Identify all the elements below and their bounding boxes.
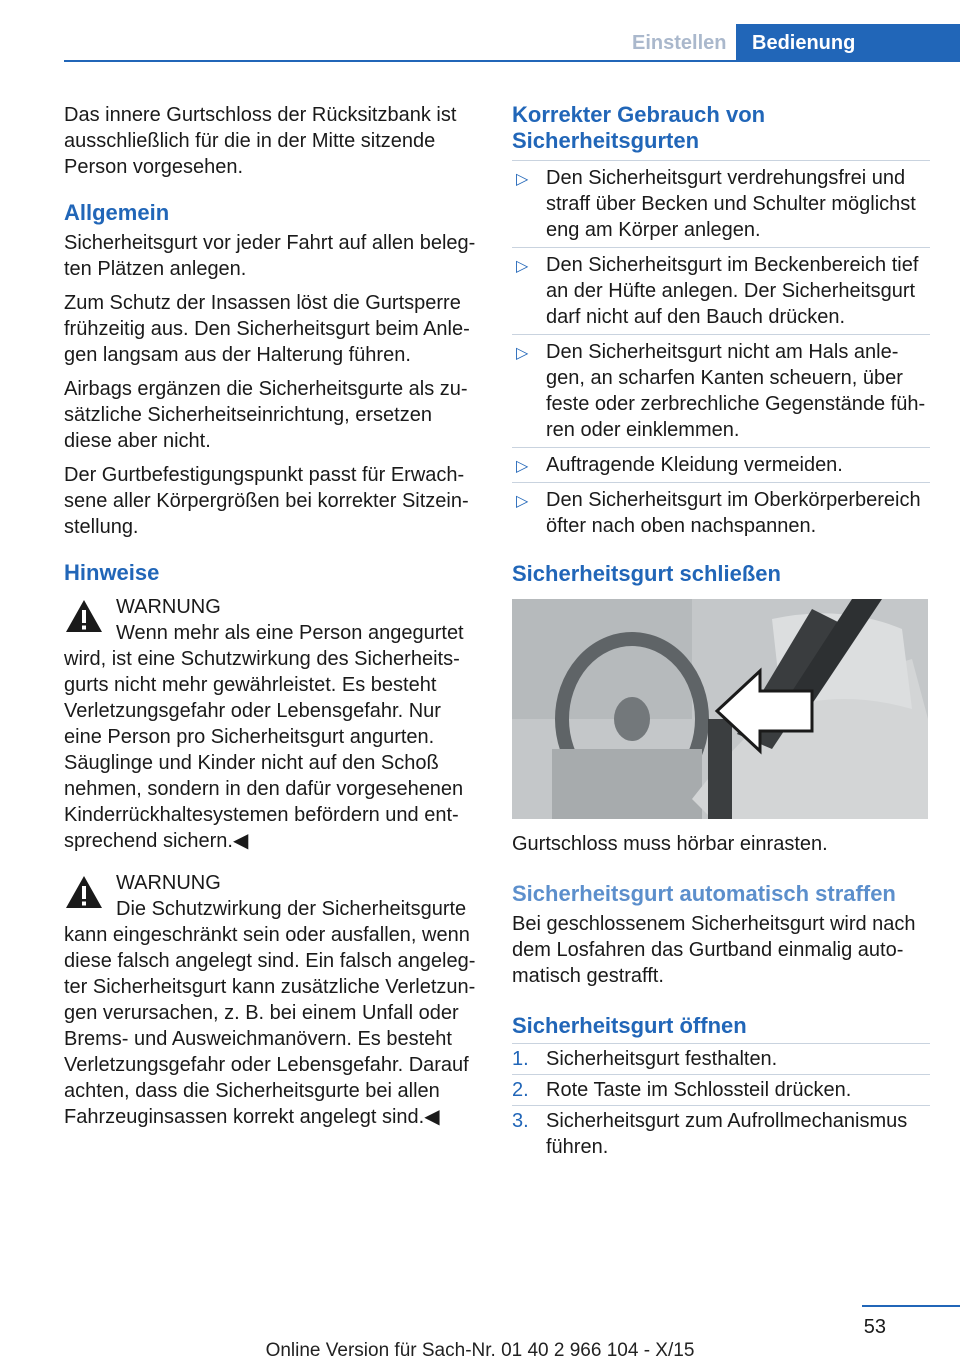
warning-icon bbox=[64, 598, 104, 634]
tab-bedienung[interactable]: Bedienung bbox=[736, 24, 960, 62]
online-version-footer: Online Version für Sach-Nr. 01 40 2 966 104 - X/15 bbox=[265, 1340, 695, 1361]
triangle-bullet-icon: ▷ bbox=[516, 345, 529, 362]
list-item: ▷ Den Sicherheitsgurt verdrehungsfrei und straff über Becken und Schulter möglichst eng am Körper anlegen. bbox=[512, 160, 930, 247]
warning-first-line: Die Schutzwirkung der Sicherheitsgurte bbox=[116, 898, 467, 920]
warning-title: WARNUNG bbox=[116, 872, 221, 894]
triangle-bullet-icon: ▷ bbox=[516, 258, 529, 275]
triangle-bullet-icon: ▷ bbox=[516, 458, 529, 475]
list-item: ▷ Auftragende Kleidung vermeiden. bbox=[512, 447, 930, 482]
straffen-paragraph: Bei geschlossenem Sicherheitsgurt wird nach dem Losfahren das Gurtband einmalig automatisch gestrafft. bbox=[512, 913, 916, 987]
tab-einstellen[interactable]: Einstellen bbox=[632, 32, 727, 54]
right-column bbox=[512, 102, 930, 1162]
open-steps-list bbox=[512, 1043, 930, 1162]
intro-paragraph: Das innere Gurtschloss der Rücksitzbank ist ausschließlich für die in der Mitte sitzende Person vorgesehen. bbox=[64, 104, 457, 178]
warning-block-2 bbox=[64, 870, 478, 1130]
heading-allgemein: Allgemein bbox=[64, 200, 170, 225]
warning-icon bbox=[64, 874, 104, 910]
triangle-bullet-icon: ▷ bbox=[516, 493, 529, 510]
page-number: 53 bbox=[863, 1316, 886, 1338]
photo-caption: Gurtschloss muss hörbar einrasten. bbox=[512, 833, 828, 855]
seatbelt-buckle-photo bbox=[512, 599, 928, 819]
allgemein-paragraph-1: Sicherheitsgurt vor jeder Fahrt auf allen belegten Plätzen anlegen. bbox=[64, 232, 476, 280]
warning-title: WARNUNG bbox=[116, 596, 221, 618]
list-item: 1. Sicherheitsgurt festhalten. bbox=[512, 1043, 930, 1074]
triangle-bullet-icon: ▷ bbox=[516, 171, 529, 188]
page-header bbox=[64, 24, 960, 62]
allgemein-paragraph-3: Airbags ergänzen die Sicherheitsgurte als zusätzliche Sicherheitseinrichtung, ersetzen diese aber nicht. bbox=[64, 378, 468, 452]
list-item: ▷ Den Sicherheitsgurt nicht am Hals anlegen, an scharfen Kanten scheuern, über feste oder zerbrechliche Gegenstände führen oder einklemmen. bbox=[512, 334, 930, 447]
list-item: ▷ Den Sicherheitsgurt im Oberkörperbereich öfter nach oben nachspannen. bbox=[512, 482, 930, 543]
list-item: ▷ Den Sicherheitsgurt im Beckenbereich tief an der Hüfte anlegen. Der Sicherheitsgurt darf nicht auf den Bauch drücken. bbox=[512, 247, 930, 334]
allgemein-paragraph-4: Der Gurtbefestigungspunkt passt für Erwachsene aller Körpergrößen bei korrekter Sitzeinstellung. bbox=[64, 464, 469, 538]
footer-rule bbox=[862, 1305, 960, 1307]
warning-text: kann eingeschränkt sein oder ausfallen, wenn diese falsch angelegt sind. Ein falsch angelegter Sicherheitsgurt kann zusätzliche Verletzungen verursachen, z. B. bei einem Unfall oder Brems- und Ausweichmanövern. Es besteht Verletzungsgefahr oder Lebensgefahr. Darauf achten, dass die Sicherheitsgurte bei allen Fahrzeuginsassen korrekt angelegt sind.◀ bbox=[64, 924, 476, 1128]
warning-block-1 bbox=[64, 594, 478, 854]
left-column bbox=[64, 102, 478, 1130]
list-item: 3. Sicherheitsgurt zum Aufrollmechanismus führen. bbox=[512, 1105, 930, 1162]
warning-text: wird, ist eine Schutzwirkung des Sicherheitsgurts nicht mehr gewährleistet. Es besteht Verletzungsgefahr oder Lebensgefahr. Nur eine Person pro Sicherheitsgurt angurten. Säuglinge und Kinder nicht auf den Schoß nehmen, sondern in den dafür vorgesehenen Kinderrückhaltesystemen befördern und entsprechend sichern.◀ bbox=[64, 648, 464, 852]
heading-gurt-oeffnen: Sicherheitsgurt öffnen bbox=[512, 1013, 747, 1038]
heading-hinweise: Hinweise bbox=[64, 560, 160, 585]
heading-korrekter-gebrauch: Korrekter Gebrauch von Sicherheitsgurten bbox=[512, 102, 766, 153]
heading-gurt-schliessen: Sicherheitsgurt schließen bbox=[512, 561, 781, 586]
warning-first-line: Wenn mehr als eine Person angegurtet bbox=[116, 622, 464, 644]
usage-bullet-list bbox=[512, 160, 930, 543]
heading-gurt-straffen: Sicherheitsgurt automatisch straffen bbox=[512, 881, 896, 906]
list-item: 2. Rote Taste im Schlossteil drücken. bbox=[512, 1074, 930, 1105]
allgemein-paragraph-2: Zum Schutz der Insassen löst die Gurtsperre frühzeitig aus. Den Sicherheitsgurt beim Anlegen langsam aus der Halterung führen. bbox=[64, 292, 470, 366]
